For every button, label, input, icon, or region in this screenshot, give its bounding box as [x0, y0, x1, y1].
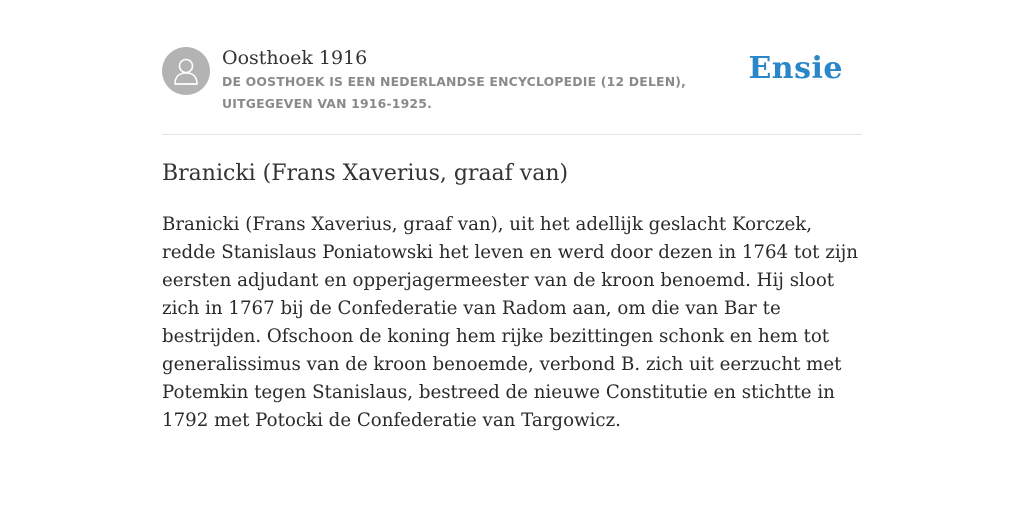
- source-description: DE OOSTHOEK IS EEN NEDERLANDSE ENCYCLOPEDIE (12 DELEN), UITGEGEVEN VAN 1916-1925.: [222, 74, 687, 111]
- brand-logo[interactable]: Ensie: [748, 51, 843, 86]
- article-body: Branicki (Frans Xaverius, graaf van), uit het adellijk geslacht Korczek, redde Stanislaus Poniatowski het leven en werd door dezen in 1764 tot zijn eersten adjudant en opperjagermeester van de kroon benoemd. Hij sloot zich in 1767 bij de Confederatie van Radom aan, om die van Bar te bestrijden. Ofschoon de koning hem rijke bezittingen schonk en hem tot generalissimus van de kroon benoemde, verbond B. zich uit eerzucht met Potemkin tegen Stanislaus, bestreed de nieuwe Constitutie en stichtte in 1792 met Potocki de Confederatie van Targowicz.: [162, 214, 858, 431]
- article-card: [162, 44, 862, 435]
- source-title[interactable]: Oosthoek 1916: [222, 47, 368, 69]
- source-header: [162, 44, 862, 135]
- user-icon: [172, 56, 200, 86]
- source-avatar[interactable]: [162, 47, 210, 95]
- article-title: Branicki (Frans Xaverius, graaf van): [162, 161, 569, 186]
- source-info: [222, 46, 762, 115]
